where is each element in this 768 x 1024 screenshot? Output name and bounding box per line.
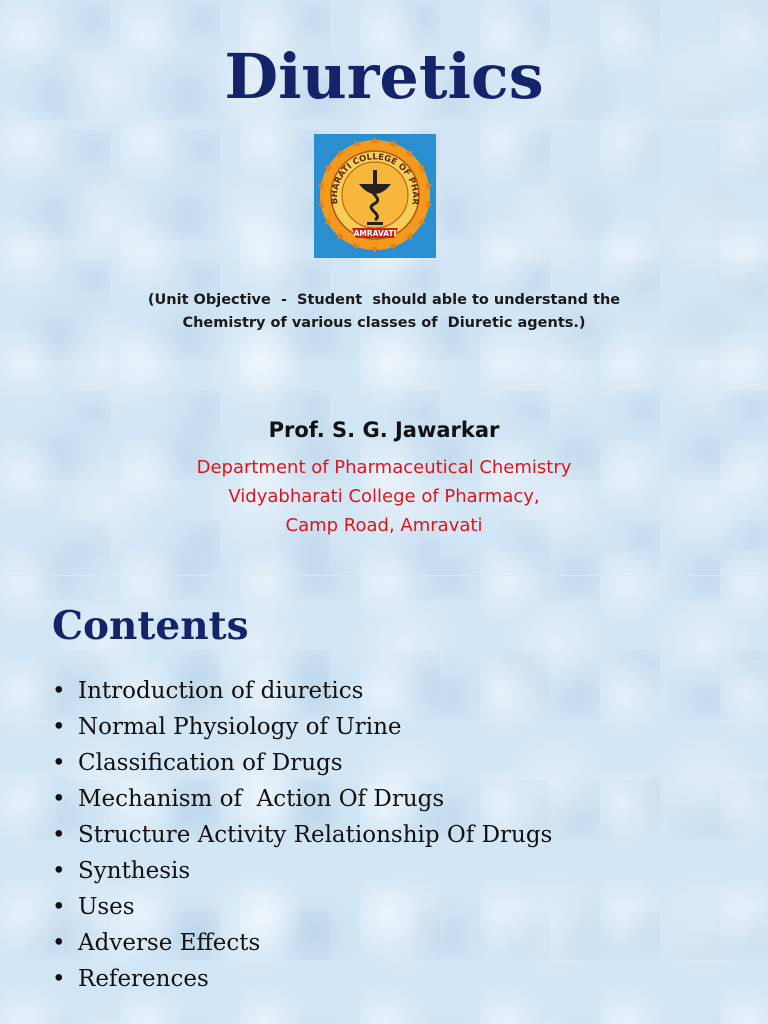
- college-seal-icon: [314, 134, 436, 258]
- bullet-icon: •: [52, 750, 66, 776]
- department-line-2: Vidyabharati College of Pharmacy,: [228, 486, 540, 507]
- list-item: [52, 781, 552, 817]
- contents-list: [52, 673, 552, 997]
- objective-line-1: (Unit Objective - Student should able to understand the: [147, 292, 621, 308]
- objective-line-2: Chemistry of various classes of Diuretic agents.): [182, 315, 586, 331]
- unit-objective: [0, 289, 768, 335]
- bullet-icon: •: [52, 930, 66, 956]
- department-line-3: Camp Road, Amravati: [285, 515, 483, 536]
- department-line-1: Department of Pharmaceutical Chemistry: [196, 457, 572, 478]
- bullet-icon: •: [52, 894, 66, 920]
- bullet-icon: •: [52, 966, 66, 992]
- bullet-icon: •: [52, 858, 66, 884]
- list-item-label: Mechanism of Action Of Drugs: [78, 786, 445, 812]
- list-item-label: Uses: [78, 894, 135, 920]
- list-item-label: Synthesis: [78, 858, 191, 884]
- contents-title: Contents: [52, 603, 249, 649]
- list-item: [52, 961, 552, 997]
- list-item: [52, 853, 552, 889]
- author-name: Prof. S. G. Jawarkar: [268, 418, 500, 442]
- list-item: [52, 889, 552, 925]
- college-logo: [314, 134, 436, 258]
- list-item-label: Structure Activity Relationship Of Drugs: [78, 822, 553, 848]
- list-item: [52, 673, 552, 709]
- list-item: [52, 709, 552, 745]
- bullet-icon: •: [52, 714, 66, 740]
- logo-ring-text: BHARATI COLLEGE OF PHAR: [329, 152, 421, 206]
- list-item-label: Adverse Effects: [78, 930, 261, 956]
- list-item: [52, 745, 552, 781]
- list-item-label: References: [78, 966, 209, 992]
- slide-title: Diuretics: [224, 40, 544, 113]
- list-item-label: Introduction of diuretics: [78, 678, 364, 704]
- list-item: [52, 817, 552, 853]
- list-item: [52, 925, 552, 961]
- logo-bottom-text: AMRAVATI: [353, 229, 397, 238]
- bullet-icon: •: [52, 678, 66, 704]
- list-item-label: Classification of Drugs: [78, 750, 343, 776]
- department-block: [0, 453, 768, 540]
- bullet-icon: •: [52, 822, 66, 848]
- list-item-label: Normal Physiology of Urine: [78, 714, 402, 740]
- bullet-icon: •: [52, 786, 66, 812]
